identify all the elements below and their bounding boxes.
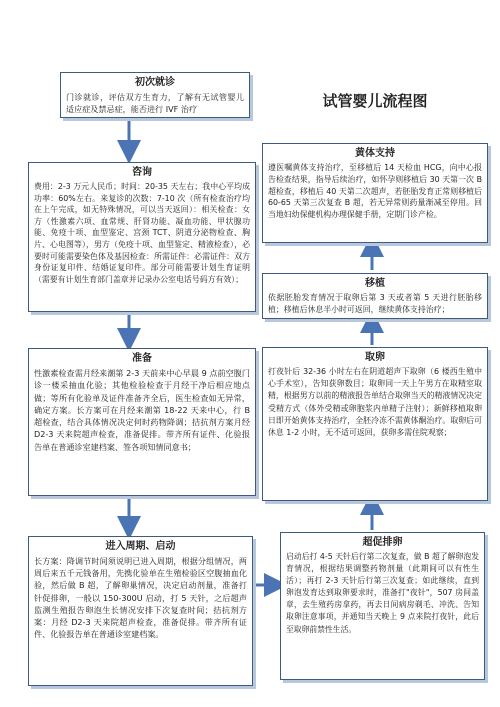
step-title: 进入周期、启动 bbox=[105, 541, 176, 552]
step-prepare bbox=[28, 348, 256, 496]
step-title: 准备 bbox=[132, 353, 152, 364]
step-cycle-start bbox=[28, 536, 253, 686]
step-title: 黄体支持 bbox=[355, 148, 395, 159]
step-embryo-transfer bbox=[262, 273, 488, 319]
step-luteal-support bbox=[262, 143, 488, 243]
step-body: 长方案：降调节时间须说明已进入周期，根据分组情况，两周后来五千元钱备用，先携化验单在生殖检验区空腹抽血化验，然后做 B 超，了解卵巢情况，决定启动剂量，准备打针促排卵，一般以 150-300U 启动，打 5 天针，之后超声监测生殖报告卵泡生长情况安排下次复查时间；拮抗剂方案：月经 D2-3 天来院超声检查，准备促排。带齐所有证件、化验报告单在普通诊室建档案。 bbox=[34, 556, 247, 640]
step-consult bbox=[28, 162, 256, 312]
step-initial-consult bbox=[60, 72, 250, 118]
step-title: 移植 bbox=[365, 278, 385, 289]
step-title: 超促排卵 bbox=[362, 537, 403, 548]
step-body: 费用：2-3 万元人民币；时间：20-35 天左右；我中心平均成功率：60%左右。来复诊的次数：7-10 次（所有检查治疗均在上午完成，如无特殊情况，可以当天返回）：相关检查：女方（性激素六项、血常规、肝肾功能、凝血功能、甲状腺功能、免疫十项、血型鉴定、宫颈 TCT、阴道分泌物检查、胸片、心电图等），男方（免疫十项、血型鉴定、精液检查），必要时可能需要染色体及基因检查：所需证件：必需证件：双方身份证复印件、结婚证复印件。部分可能需要计划生育证明（需要有计划生育部门盖章并记录办公室电话号码方有效）； bbox=[34, 182, 250, 284]
page-title: 试管婴儿流程图 bbox=[322, 92, 428, 110]
step-body: 遵医嘱黄体支持治疗，至移植后 14 天检血 HCG，向中心报告检查结果，指导后续治疗，如怀孕则移植后 30 天第一次 B 超检查，移植后 40 天第二次超声，若胚胎发育正常则移植后 60-65 天第三次复查 B 超，若无异常则药量渐减至停用。回当地妇幼保健机构办理保健手册，定期门诊产检。 bbox=[268, 163, 482, 220]
step-egg-retrieval bbox=[262, 347, 488, 501]
step-body: 启动后打 4-5 天针后行第二次复查，做 B 超了解卵泡发育情况，根据结果调整药物剂量（此期间可以有性生活）；再打 2-3 天针后行第三次复查；如此继续，直到卵泡发育达到取卵要求时，准备打"夜针"，507 房间盖章，去生殖药房拿药，再去日间病房剃毛、冲洗、告知取卵注意事项，并通知当天晚上 9 点来院打夜针，此后至取卵前禁性生活。 bbox=[286, 552, 479, 634]
step-ovarian-stimulation bbox=[280, 532, 485, 680]
step-body: 性激素检查需月经来潮第 2-3 天前来中心早晨 9 点前空腹门诊一楼采抽血化验；其他检验检查于月经干净后相应地点做；等所有化验单及证件准备齐全后，医生检查如无异常，确定方案。长方案可在月经来潮第 18-22 天来中心，行 B 超检查，结合具体情况决定何时药物降调；拮抗剂方案月经 D2-3 天来院超声检查，准备促排。带齐所有证件、化验报告单在普通诊室建档案、签各项知情同意书； bbox=[34, 368, 250, 452]
step-title: 取卵 bbox=[365, 352, 385, 363]
step-body: 打夜针后 32-36 小时左右在阴道超声下取卵（6 楼西生殖中心手术室），告知获卵数目；取卵同一天上午男方在取精室取精，根据男方以前的精液报告单结合取卵当天的精液情况决定受精方式（体外受精或卵胞浆内单精子注射）；新鲜移植取卵日即开始黄体支持治疗，全胚冷冻不需黄体酮治疗。取卵后可休息 1-2 小时，无不适可返回，获卵多需住院观察； bbox=[268, 367, 482, 438]
step-body: 门诊就诊，评估双方生育力，了解有无试管婴儿适应症及禁忌症，能否进行 IVF 治疗 bbox=[66, 92, 244, 114]
step-title: 咨询 bbox=[132, 167, 152, 178]
step-body: 依据胚胎发育情况于取卵后第 3 天或者第 5 天进行胚胎移植；移植后休息半小时可返回，继续黄体支持治疗； bbox=[268, 293, 482, 314]
step-title: 初次就诊 bbox=[135, 77, 175, 88]
